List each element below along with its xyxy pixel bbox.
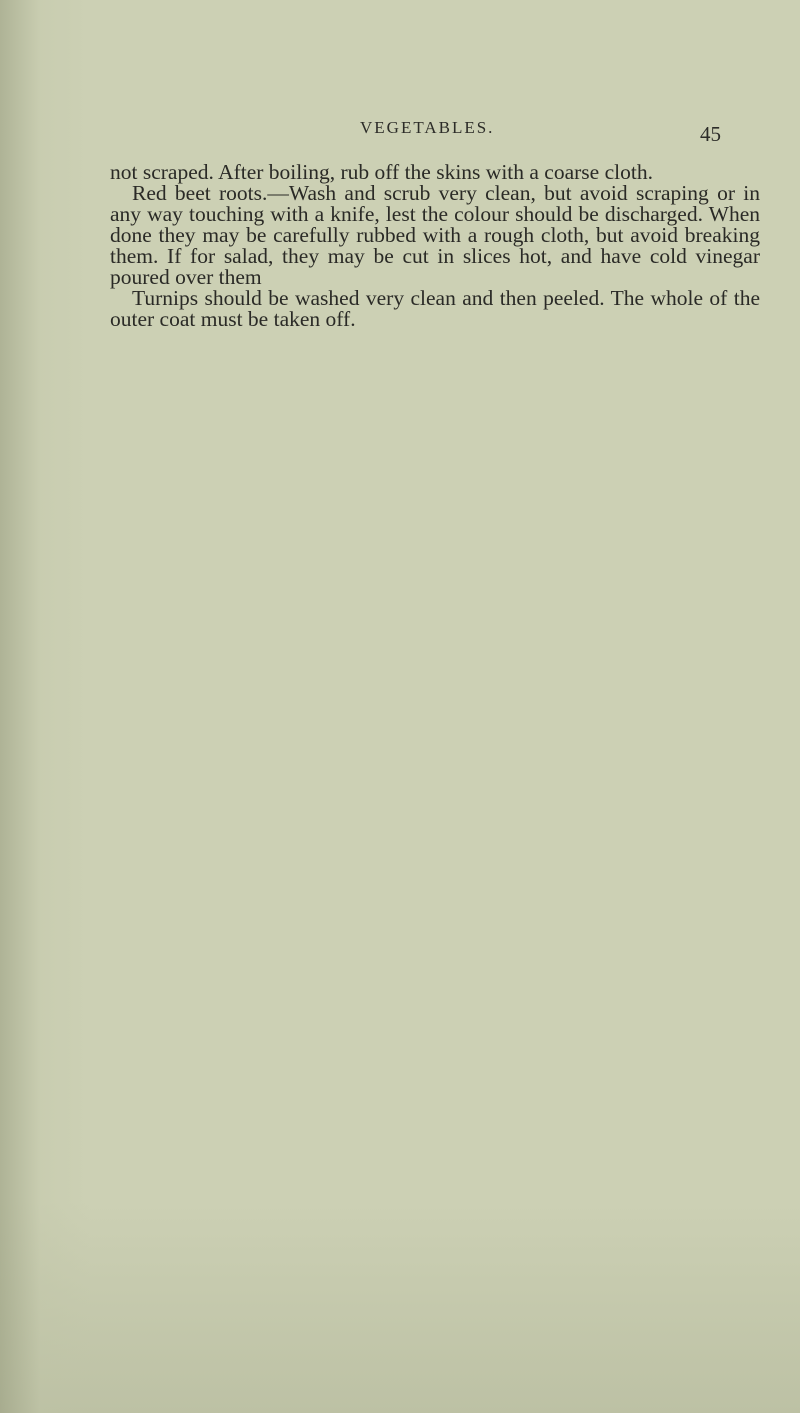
paragraph-continuation: not scraped. After boiling, rub off the skins with a coarse cloth.: [110, 160, 653, 184]
page-number: 45: [700, 122, 721, 146]
paragraph-red-beet-roots: Red beet roots.—Wash and scrub very clean, but avoid scraping or in any way touching with a knife, lest the colour should be discharged. When done they may be carefully rubbed with a rough cloth, but avoid breaking them. If for salad, they may be cut in slices hot, and have cold vinegar poured over them: [110, 181, 760, 289]
running-head: VEGETABLES.: [360, 118, 495, 137]
paragraph-turnips: Turnips should be washed very clean and then peeled. The whole of the outer coat must be taken off.: [110, 286, 760, 331]
body-text: [110, 162, 760, 330]
page-header: [0, 118, 800, 148]
